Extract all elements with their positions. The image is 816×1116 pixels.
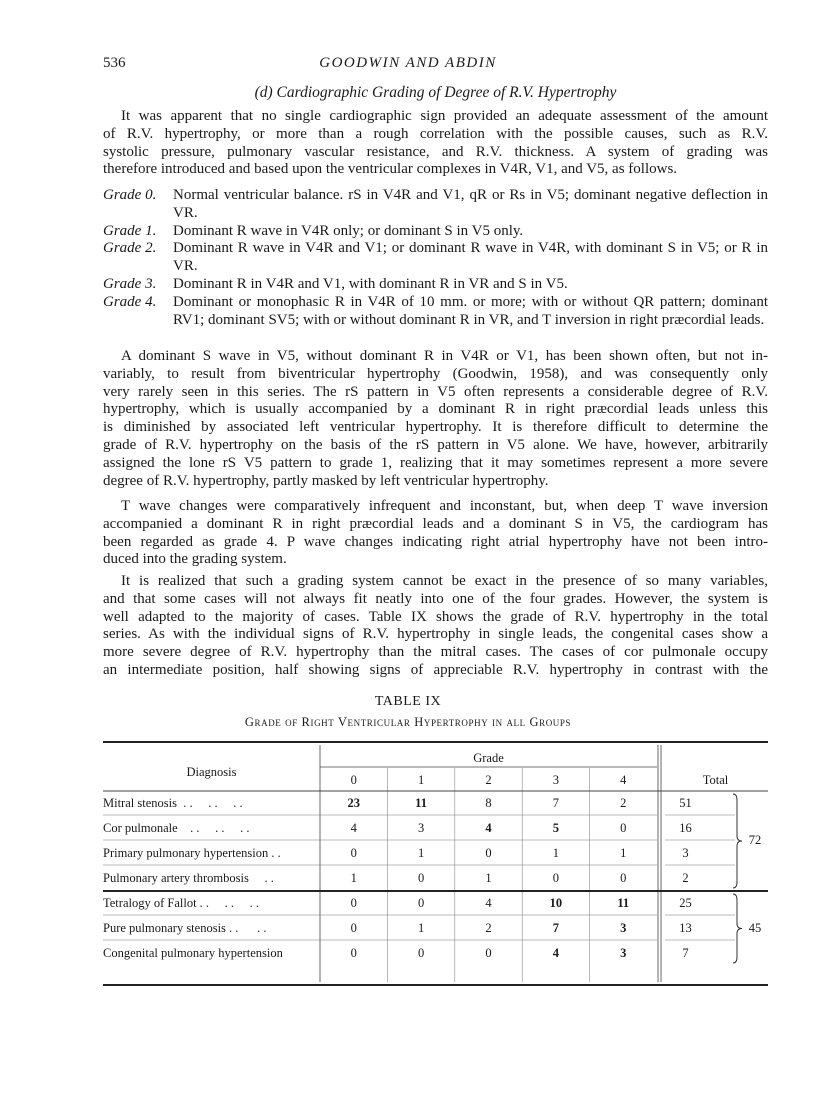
text-line: assigned the lone rS V5 pattern to grade 1, realizing that it may sometimes represent a more severe	[103, 454, 768, 471]
diagnosis-cell: Tetralogy of Fallot . . . . . .	[103, 896, 260, 910]
group-total: 45	[748, 920, 762, 935]
text-line: well adapted to the majority of cases. Table IX shows the grade of R.V. hypertrophy in the total	[103, 608, 768, 625]
total-cell: 51	[679, 796, 692, 810]
grade-value-cell: 1	[485, 871, 492, 885]
grade-value-cell: 4	[552, 946, 559, 960]
grade-value-cell: 0	[417, 871, 425, 885]
grade-text: Normal ventricular balance. rS in V4R and V1, qR or Rs in V5; dominant negative deflection in VR.	[173, 187, 768, 221]
grade-column-header: 0	[350, 773, 357, 787]
total-cell: 13	[679, 921, 692, 935]
diagnosis-cell: Cor pulmonale . . . . . .	[103, 821, 250, 835]
group-brace	[733, 794, 742, 888]
total-cell: 7	[682, 946, 689, 960]
text-line: degree of R.V. hypertrophy, partly masked by left ventricular hypertrophy.	[103, 472, 549, 489]
diagnosis-cell: Primary pulmonary hypertension . .	[103, 846, 281, 860]
grade-value-cell: 0	[350, 896, 357, 910]
grade-label: Grade 0.	[103, 187, 157, 203]
grade-value-cell: 5	[552, 821, 559, 835]
grade-value-cell: 0	[485, 946, 492, 960]
grade-value-cell: 0	[417, 946, 425, 960]
grade-value-cell: 1	[417, 846, 425, 860]
grade-column-header: 2	[485, 773, 492, 787]
grade-value-cell: 2	[620, 796, 627, 810]
table-subtitle: Grade of Right Ventricular Hypertrophy in all Groups	[244, 715, 572, 729]
text-line: A dominant S wave in V5, without dominant R in V4R or V1, has been shown often, but not in-	[121, 348, 768, 364]
diagnosis-cell: Mitral stenosis . . . . . .	[103, 796, 243, 810]
text-line: duced into the grading system.	[103, 551, 287, 568]
grade-value-cell: 0	[620, 871, 627, 885]
text-line: systolic pressure, pulmonary vascular resistance, and R.V. thickness. A system of grading was	[103, 143, 768, 160]
grade-value-cell: 0	[552, 871, 559, 885]
grade-value-cell: 11	[617, 896, 630, 910]
table-bottom-rule	[103, 984, 768, 986]
total-cell: 2	[682, 871, 689, 885]
page-number: 536	[103, 55, 126, 71]
grade-value-cell: 0	[350, 946, 357, 960]
grade-label: Grade 2.	[103, 240, 157, 257]
grade-text: Dominant R in V4R and V1, with dominant R in VR and S in V5.	[173, 275, 568, 292]
text-line: an intermediate position, half showing signs of appreciable R.V. hypertrophy in contrast with the	[103, 661, 768, 678]
grade-value-cell: 1	[350, 871, 357, 885]
grade-value-cell: 0	[417, 896, 425, 910]
grade-label: Grade 1.	[103, 222, 157, 239]
diagnosis-cell: Pure pulmonary stenosis . . . .	[103, 921, 267, 935]
grade-value-cell: 0	[350, 846, 357, 860]
text-line: of R.V. hypertrophy, or more than a rough correlation with the possible causes, such as R.V.	[103, 125, 768, 142]
text-line: series. As with the individual signs of R.V. hypertrophy in single leads, the congenital cases show a	[103, 626, 768, 643]
grade-value-cell: 8	[485, 796, 492, 810]
grade-value-cell: 7	[552, 796, 559, 810]
grade-value-cell: 11	[415, 796, 427, 810]
grade-text: Dominant or monophasic R in V4R of 10 mm. or more; with or without QR pattern; dominant RV1; dominant SV5; with or without dominant R in VR, and T inversion in right præcordial leads.	[173, 293, 768, 328]
text-line: variably, to result from biventricular hypertrophy (Goodwin, 1958), and was consequently only	[103, 365, 768, 382]
grade-column-header: 4	[620, 773, 627, 787]
text-line: been regarded as grade 4. P wave changes indicating right atrial hypertrophy have not been intro-	[103, 533, 768, 550]
grade-value-cell: 4	[485, 896, 492, 910]
diagnosis-cell: Congenital pulmonary hypertension	[103, 946, 283, 960]
total-cell: 16	[679, 821, 692, 835]
text-line: is diminished by associated left ventricular hypertrophy. It is therefore difficult to determine the	[103, 419, 768, 436]
text-line: grade of R.V. hypertrophy on the basis of the rS pattern in V5 alone. We have, however, arbitrarily	[103, 436, 768, 453]
text-line: It is realized that such a grading system cannot be exact in the presence of so many variables,	[121, 573, 768, 589]
total-header: Total	[702, 773, 729, 787]
running-head: GOODWIN AND ABDIN	[319, 55, 497, 71]
section-heading: (d) Cardiographic Grading of Degree of R.V. Hypertrophy	[254, 84, 617, 101]
grade-column-header: 1	[417, 773, 425, 787]
grade-value-cell: 1	[552, 846, 559, 860]
text-line: therefore introduced and based upon the ventricular complexes in V4R, V1, and V5, as follows.	[103, 161, 678, 178]
grade-value-cell: 0	[620, 821, 627, 835]
grade-value-cell: 0	[350, 921, 357, 935]
grade-label: Grade 3.	[103, 275, 157, 292]
grade-value-cell: 3	[620, 921, 627, 935]
grade-value-cell: 3	[620, 946, 627, 960]
text-line: T wave changes were comparatively infrequent and inconstant, but, when deep T wave inversion	[121, 498, 768, 514]
text-line: hypertrophy, which is usually accompanied by a dominant R in right præcordial leads unless this	[103, 401, 768, 418]
text-line: It was apparent that no single cardiographic sign provided an adequate assessment of the amount	[121, 108, 768, 124]
grade-value-cell: 23	[347, 796, 360, 810]
grade-column-header: 3	[552, 773, 559, 787]
grade-value-cell: 7	[552, 921, 559, 935]
text-line: more severe degree of R.V. hypertrophy than the mitral cases. The cases of cor pulmonale occupy	[103, 644, 768, 661]
grade-value-cell: 4	[485, 821, 492, 835]
text-line: very rarely seen in this series. The rS pattern in V5 often represents a considerable degree of R.V.	[103, 383, 768, 400]
grade-header: Grade	[473, 751, 504, 765]
grade-value-cell: 2	[485, 921, 492, 935]
group-brace	[733, 894, 742, 963]
grade-value-cell: 10	[549, 896, 563, 910]
text-line: accompanied a dominant R in right præcordial leads and a dominant S in V5, the cardiogram has	[103, 515, 768, 532]
grade-label: Grade 4.	[103, 293, 157, 310]
total-cell: 3	[682, 846, 689, 860]
diagnosis-header: Diagnosis	[186, 765, 237, 779]
grade-value-cell: 4	[350, 821, 357, 835]
diagnosis-cell: Pulmonary artery thrombosis . .	[103, 871, 274, 885]
grade-value-cell: 1	[417, 921, 425, 935]
table-title: TABLE IX	[374, 694, 442, 709]
grade-value-cell: 1	[620, 846, 627, 860]
total-cell: 25	[679, 896, 692, 910]
grade-text: Dominant R wave in V4R only; or dominant S in V5 only.	[173, 222, 524, 239]
grade-value-cell: 0	[485, 846, 492, 860]
grade-value-cell: 3	[417, 821, 425, 835]
group-total: 72	[748, 833, 762, 847]
grade-text: Dominant R wave in V4R and V1; or dominant R wave in V4R, with dominant S in V5; or R in VR.	[173, 240, 768, 275]
text-line: and that some cases will not always fit neatly into one of the four grades. However, the system is	[103, 590, 768, 607]
